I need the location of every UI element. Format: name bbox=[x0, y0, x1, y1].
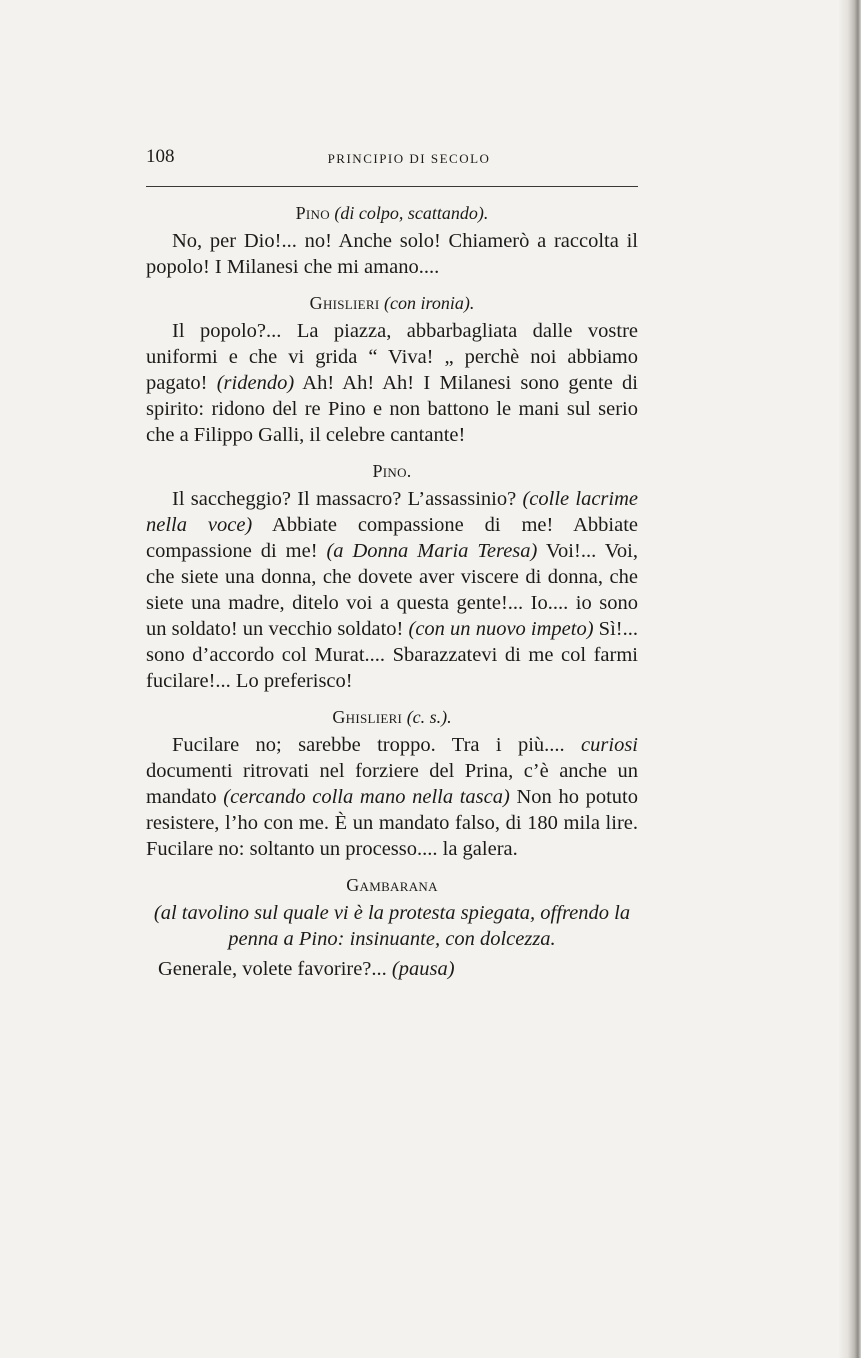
inline-direction: (ridendo) bbox=[216, 372, 295, 394]
speech-text: Generale, volete favorire?... bbox=[158, 958, 392, 980]
speaker-line bbox=[146, 458, 638, 484]
speaker-name: Ghislieri bbox=[332, 707, 403, 727]
speech-text: Il saccheggio? Il massacro? L’assassinio? bbox=[172, 488, 523, 510]
speech-text: documenti ritrovati nel forziere del Prina, c’è anche un mandato bbox=[146, 760, 638, 808]
speech-text: Fucilare no; sarebbe troppo. Tra i più.... bbox=[172, 734, 582, 756]
speaker-line bbox=[146, 872, 638, 898]
speaker-name: Gambarana bbox=[346, 875, 438, 895]
speech bbox=[146, 486, 638, 694]
speaker-direction: (con ironia). bbox=[384, 293, 475, 313]
speech-text: Non ho potuto resistere, l’ho con me. È un mandato falso, di 180 mila lire. Fucilare no: soltanto un processo.... la galera. bbox=[146, 786, 638, 860]
inline-direction: (pausa) bbox=[391, 958, 455, 980]
page-header bbox=[146, 146, 638, 176]
inline-direction: (a Donna Maria Teresa) bbox=[326, 540, 538, 562]
inline-direction: (colle lacrime nella voce) bbox=[146, 488, 638, 536]
speaker-line bbox=[146, 290, 638, 316]
stage-direction: (al tavolino sul quale vi è la protesta spiegata, offrendo la penna a Pino: insinuante, con dolcezza. bbox=[153, 902, 631, 950]
speaker-direction: (di colpo, scattando). bbox=[334, 203, 489, 223]
inline-direction: curiosi bbox=[581, 734, 638, 756]
speech-text: Il popolo?... La piazza, abbarbagliata dalle vostre uniformi e che vi grida “ Viva! „ perchè noi abbiamo pagato! bbox=[146, 320, 638, 394]
page-number: 108 bbox=[146, 146, 175, 167]
speech bbox=[146, 956, 638, 982]
speech bbox=[146, 732, 638, 862]
speaker-direction: (c. s.). bbox=[406, 707, 452, 727]
inline-direction: (con un nuovo impeto) bbox=[408, 618, 594, 640]
speaker-name: Ghislieri bbox=[309, 293, 380, 313]
running-title: PRINCIPIO DI SECOLO bbox=[327, 151, 491, 166]
speaker-name: Pino bbox=[295, 203, 330, 223]
play-text bbox=[146, 200, 638, 982]
page-edge-shadow bbox=[839, 0, 861, 1358]
speech-text: Ah! Ah! Ah! I Milanesi sono gente di spirito: ridono del re Pino e non battono le mani sul serio che a Filippo Galli, il celebre cantante! bbox=[146, 372, 638, 446]
header-rule bbox=[146, 186, 638, 187]
speaker-name: Pino. bbox=[372, 461, 412, 481]
speaker-line bbox=[146, 704, 638, 730]
speech-text: Sì!... sono d’accordo col Murat.... Sbarazzatevi di me col farmi fucilare!... Lo preferisco! bbox=[146, 618, 638, 692]
speech: No, per Dio!... no! Anche solo! Chiamerò a raccolta il popolo! I Milanesi che mi amano.... bbox=[146, 230, 638, 278]
speech bbox=[146, 318, 638, 448]
speaker-line bbox=[146, 200, 638, 226]
speech-text: Voi!... Voi, che siete una donna, che dovete aver viscere di donna, che siete una madre, ditelo voi a questa gente!... Io.... io sono un soldato! un vecchio soldato! bbox=[146, 540, 638, 640]
inline-direction: (cercando colla mano nella tasca) bbox=[223, 786, 510, 808]
speech-text: Abbiate compassione di me! Abbiate compassione di me! bbox=[146, 514, 638, 562]
